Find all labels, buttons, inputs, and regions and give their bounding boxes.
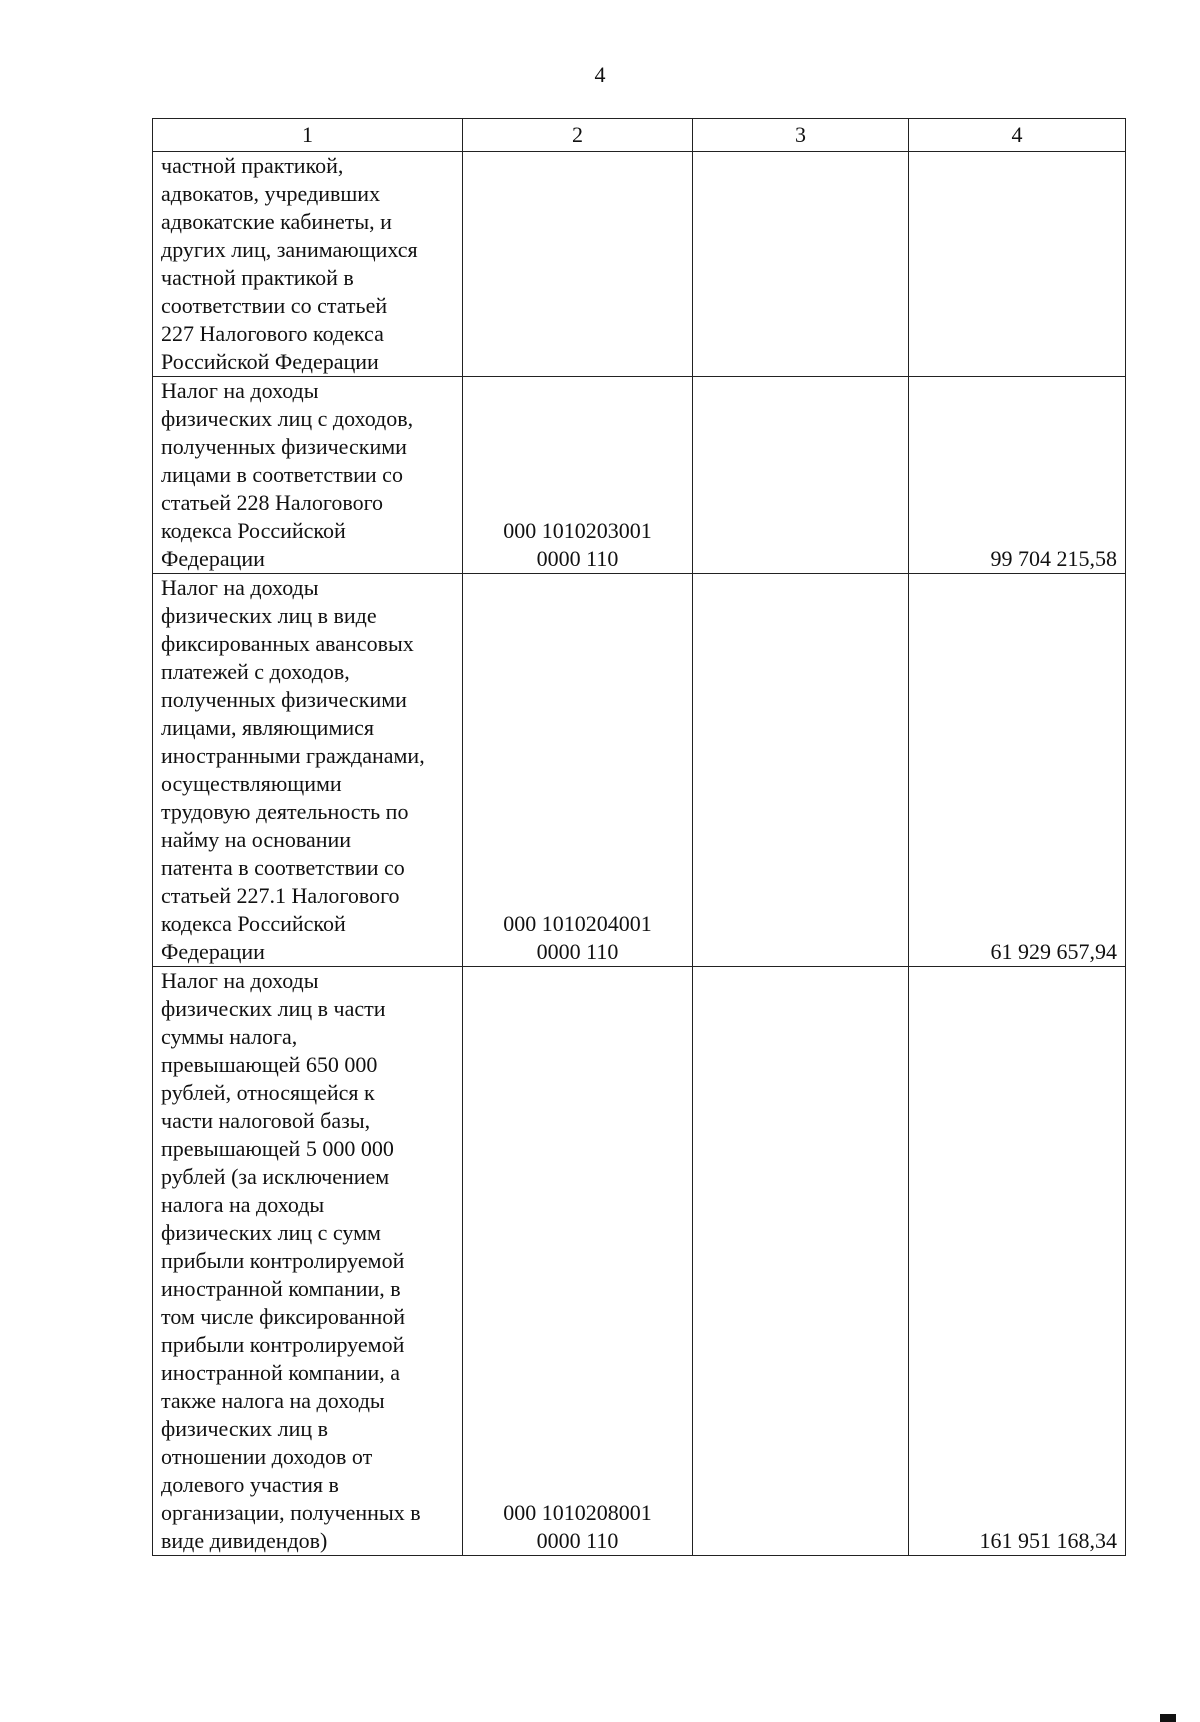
column-header-3: 3 — [693, 119, 909, 152]
column-header-2: 2 — [463, 119, 693, 152]
row-col3 — [693, 574, 909, 967]
row-amount: 161 951 168,34 — [909, 967, 1126, 1556]
row-code: 000 1010208001 0000 110 — [463, 967, 693, 1556]
table-header-row — [153, 119, 1126, 152]
row-col3 — [693, 152, 909, 377]
page-number: 4 — [594, 62, 606, 87]
row-amount — [909, 152, 1126, 377]
table-row — [153, 152, 1126, 377]
row-description-text: Налог на доходы физических лиц в виде фиксированных авансовых платежей с доходов, полученных физическими лицами, являющимися иностранными гражданами, осуществляющими трудовую деятельность по найму на основании патента в соответствии со статьей 227.1 Налогового кодекса Российской Федерации — [161, 575, 425, 964]
row-code — [463, 152, 693, 377]
row-description — [153, 377, 463, 574]
row-description-text: Налог на доходы физических лиц в части суммы налога, превышающей 650 000 рублей, относящейся к части налоговой базы, превышающей 5 000 000 рублей (за исключением налога на доходы физических лиц с сумм прибыли контролируемой иностранной компании, в том числе фиксированной прибыли контролируемой иностранной компании, а также налога на доходы физических лиц в отношении доходов от долевого участия в организации, полученных в виде дивидендов) — [161, 968, 421, 1553]
row-description — [153, 574, 463, 967]
column-header-4: 4 — [909, 119, 1126, 152]
table-row — [153, 377, 1126, 574]
row-code: 000 1010203001 0000 110 — [463, 377, 693, 574]
row-description — [153, 967, 463, 1556]
row-amount: 61 929 657,94 — [909, 574, 1126, 967]
row-description-text: Налог на доходы физических лиц с доходов, полученных физическими лицами в соответствии со статьей 228 Налогового кодекса Российской Федерации — [161, 378, 414, 571]
row-code: 000 1010204001 0000 110 — [463, 574, 693, 967]
table-row — [153, 574, 1126, 967]
tax-revenue-table — [152, 118, 1126, 1556]
row-description-text: частной практикой, адвокатов, учредивших адвокатские кабинеты, и других лиц, занимающихся частной практикой в соответствии со статьей 227 Налогового кодекса Российской Федерации — [161, 153, 418, 374]
scan-corner-mark — [1160, 1714, 1176, 1722]
row-amount: 99 704 215,58 — [909, 377, 1126, 574]
row-col3 — [693, 967, 909, 1556]
row-col3 — [693, 377, 909, 574]
column-header-1: 1 — [153, 119, 463, 152]
row-description — [153, 152, 463, 377]
table-row — [153, 967, 1126, 1556]
